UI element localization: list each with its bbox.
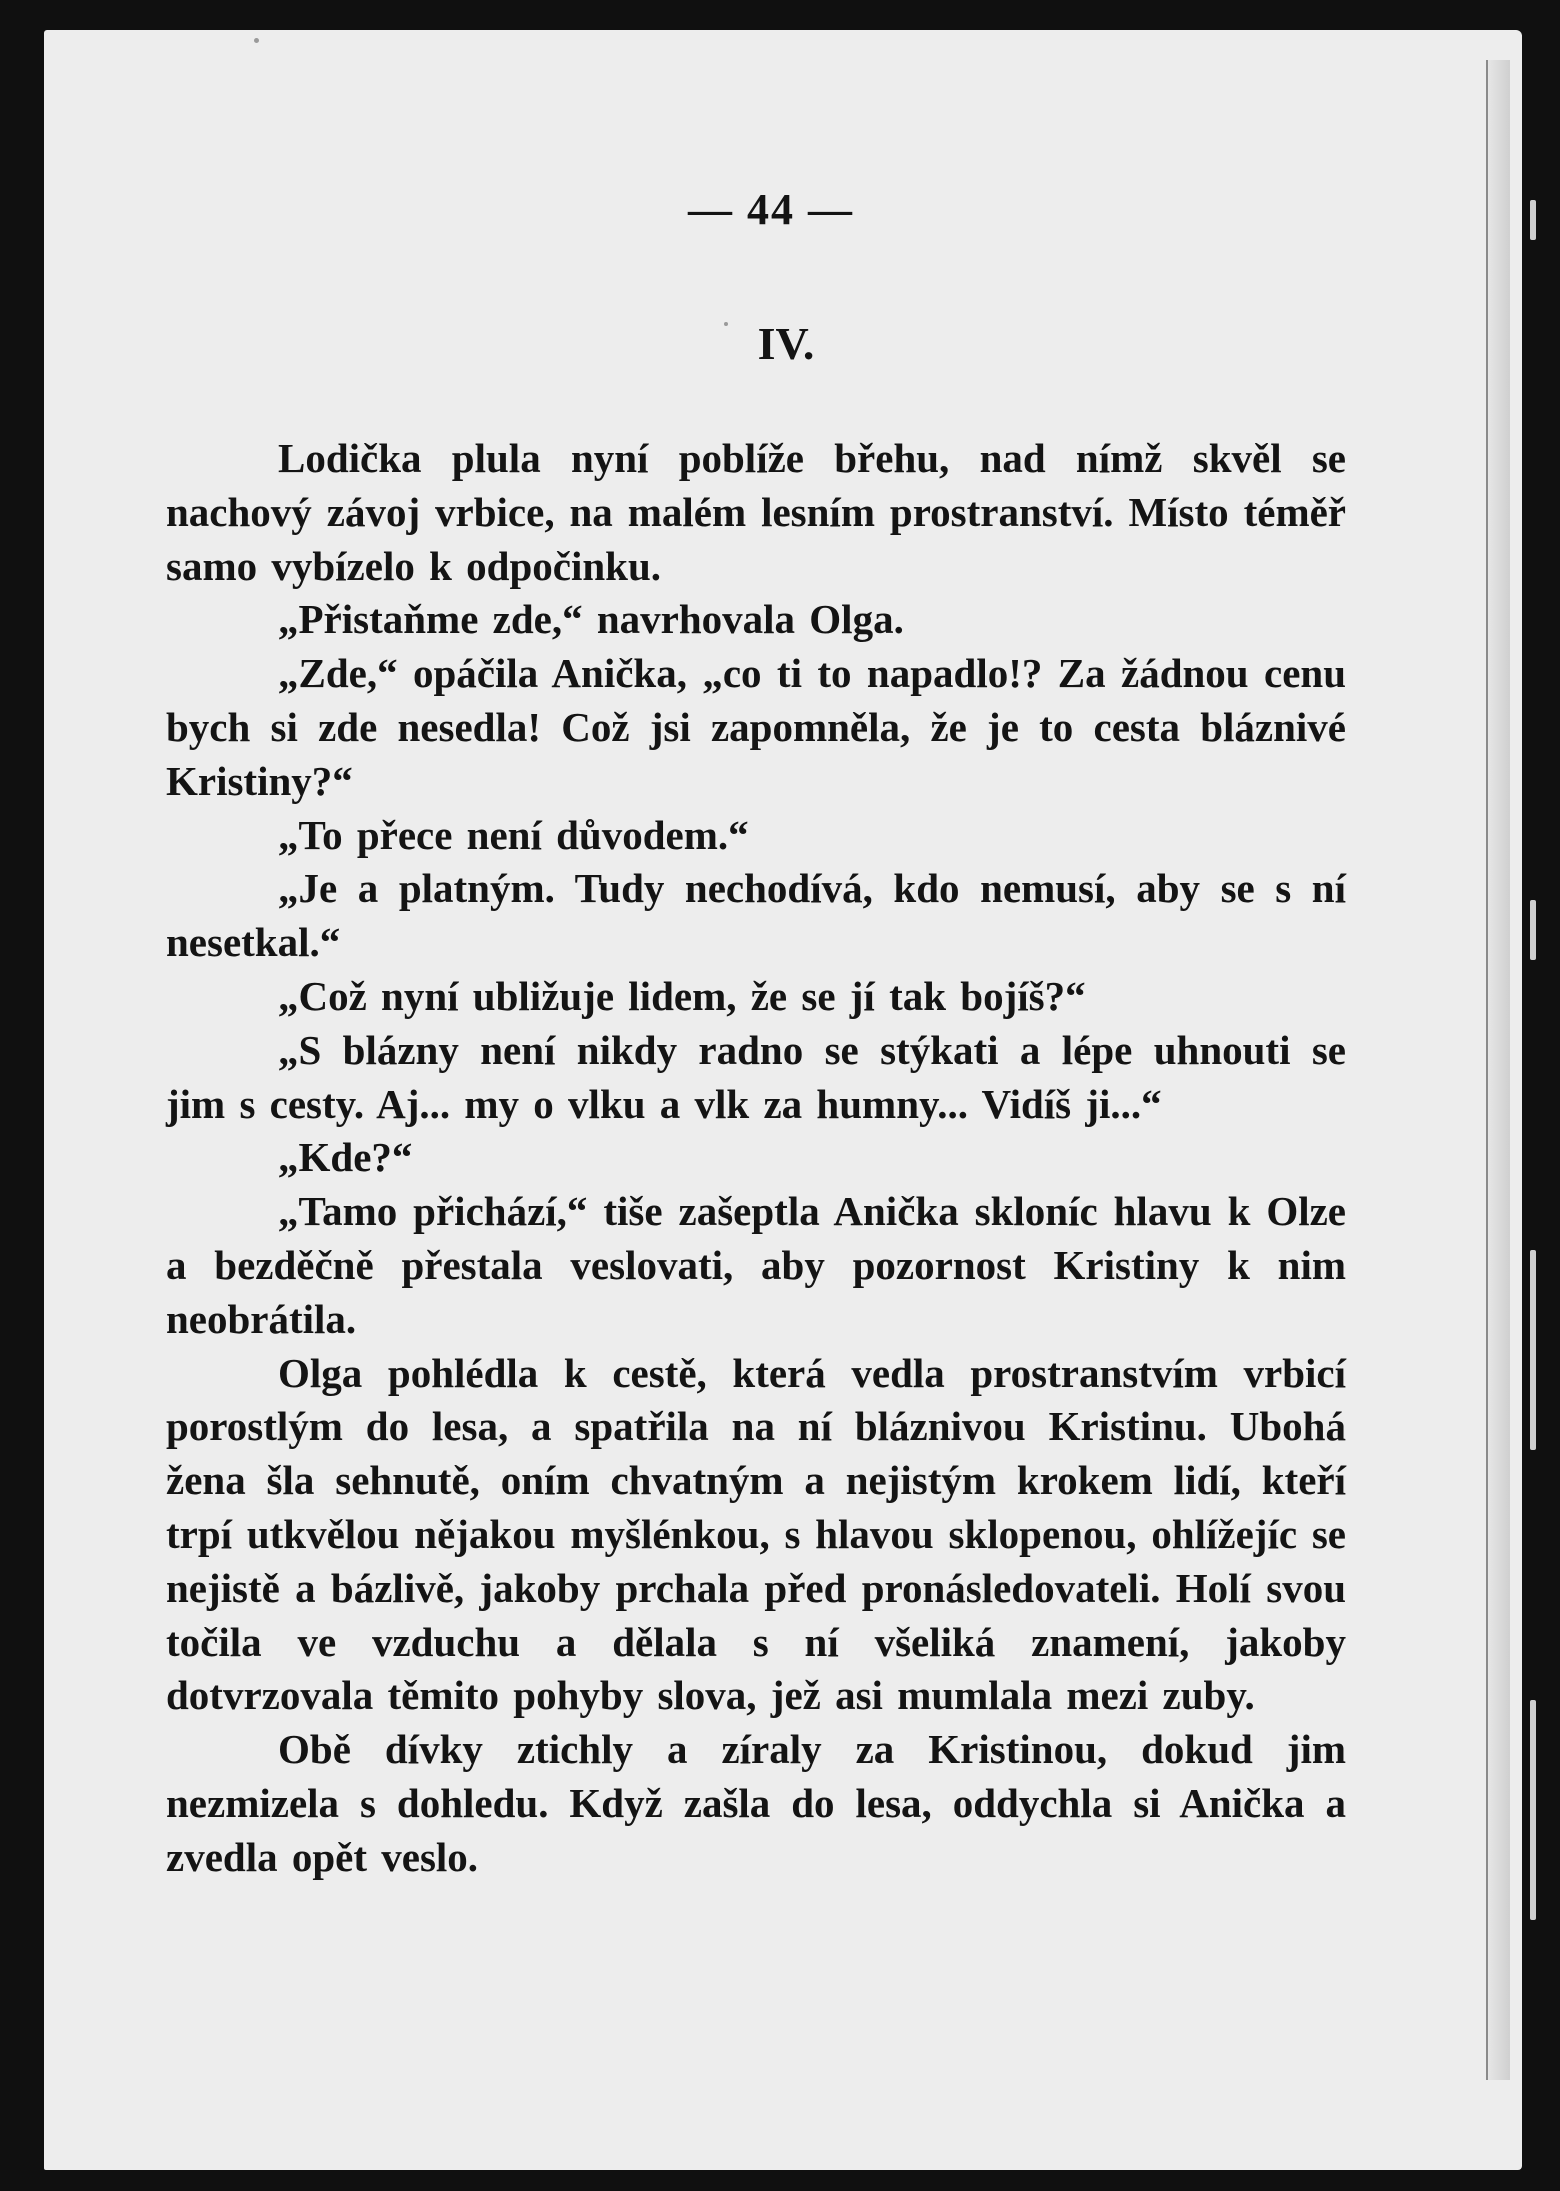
- body-text: [166, 432, 1346, 1885]
- page-number: — 44 —: [688, 185, 854, 234]
- page-edge: [1486, 60, 1510, 2080]
- paragraph: „Tamo přichází,“ tiše zašeptla Anička skloníc hlavu k Olze a bezděčně přestala veslovati, aby pozornost Kristiny k nim neobrátila.: [166, 1188, 1346, 1342]
- paragraph: „Je a platným. Tudy nechodívá, kdo nemusí, aby se s ní nesetkal.“: [166, 865, 1346, 966]
- paragraph: Lodička plula nyní poblíže břehu, nad nímž skvěl se nachový závoj vrbice, na malém lesním prostranství. Místo téměř samo vybízelo k odpočinku.: [166, 435, 1346, 589]
- edge-mark: [1530, 200, 1536, 240]
- paragraph: „Kde?“: [278, 1134, 413, 1181]
- paragraph: „S blázny není nikdy radno se stýkati a lépe uhnouti se jim s cesty. Aj... my o vlku a vlk za humny... Vidíš ji...“: [166, 1026, 1346, 1127]
- edge-mark: [1530, 900, 1536, 960]
- paragraph: „To přece není důvodem.“: [278, 811, 749, 858]
- edge-mark: [1530, 1250, 1536, 1450]
- paragraph: „Přistaňme zde,“ navrhovala Olga.: [278, 596, 904, 643]
- paragraph: Olga pohlédla k cestě, která vedla prostranstvím vrbicí porostlým do lesa, a spatřila na ní bláznivou Kristinu. Ubohá žena šla sehnutě, oním chvatným a nejistým krokem lidí, kteří trpí utkvělou nějakou myšlénkou, s hlavou sklopenou, ohlížejíc se nejistě a bázlivě, jakoby prchala před pronásledovateli. Holí svou točila ve vzduchu a dělala s ní všeliká znamení, jakoby dotvrzovala těmito pohyby slova, jež asi mumlala mezi zuby.: [166, 1349, 1346, 1719]
- text-block: [166, 180, 1346, 1885]
- paper-speck: [254, 38, 259, 43]
- chapter-heading: IV.: [757, 318, 815, 369]
- paragraph: Obě dívky ztichly a zíraly za Kristinou, dokud jim nezmizela s dohledu. Když zašla do lesa, oddychla si Anička a zvedla opět veslo.: [166, 1726, 1346, 1880]
- paragraph: „Zde,“ opáčila Anička, „co ti to napadlo!? Za žádnou cenu bych si zde nesedla! Což jsi zapomněla, že je to cesta bláznivé Kristiny?“: [166, 650, 1346, 804]
- edge-mark: [1530, 1700, 1536, 1920]
- paragraph: „Což nyní ubližuje lidem, že se jí tak bojíš?“: [278, 972, 1086, 1019]
